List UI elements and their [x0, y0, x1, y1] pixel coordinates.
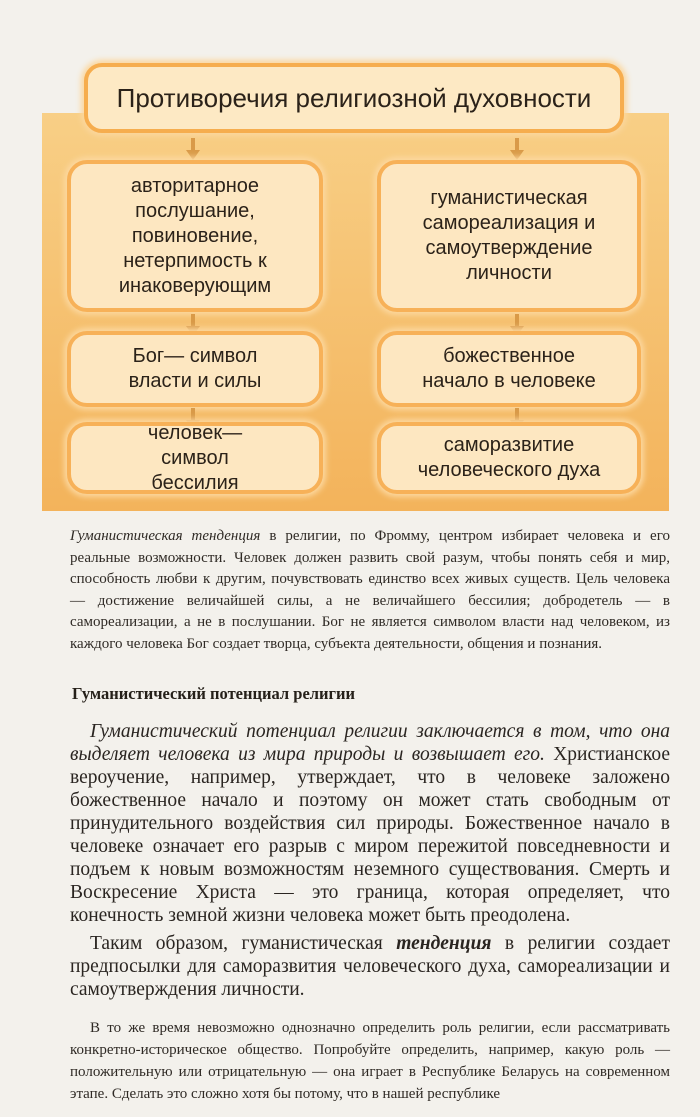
section-heading: Гуманистический потенциал религии — [72, 684, 356, 703]
paragraph-2-emphasis: тенденция — [396, 933, 492, 954]
paragraph-3: В то же время невозможно однозначно определить роль религии, если рассматривать конкретно-историческое общество. Попробуйте определить, например, какую роль — положительную или отрицательную — она играет в Республике Беларусь на современном этапе. Сделать это сложно хотя бы потому, что в нашей республике — [70, 1020, 670, 1102]
paragraph-1 — [70, 720, 670, 927]
box-left-mid: Бог— символ власти и силы — [67, 331, 323, 407]
box-left-bottom: человек— символ бессилия — [67, 422, 323, 494]
diagram-title: Противоречия религиозной духовности — [84, 63, 624, 133]
paragraph-1-emphasis: Гуманистический потенциал религии заключается в том, что она выделяет человека из мира природы и возвышает его. — [70, 721, 670, 765]
arrow-down-icon — [510, 138, 524, 160]
box-right-mid: божественное начало в человеке — [377, 331, 641, 407]
arrow-down-icon — [186, 138, 200, 160]
paragraph-2-before: Таким образом, гуманистическая — [90, 933, 397, 954]
box-right-top: гуманистическая самореализация и самоутверждение личности — [377, 160, 641, 312]
box-right-bottom: саморазвитие человеческого духа — [377, 422, 641, 494]
caption-text: в религии, по Фромму, центром избирает человека и его реальные возможности. Человек должен развить свой разум, чтобы понять себя и мир, способность любви к другим, почувствовать единство всех живых существ. Цель человека — достижение величайшей силы, а не величайшего бессилия; добродетель — в самореализации, а не в послушании. Бог не является символом власти над человеком, из каждого человека Бог создает творца, субъекта деятельности, общения и познания. — [70, 528, 670, 652]
paragraph-1-text: Христианское вероучение, например, утверждает, что в человеке заложено божественное начало и поэтому он может стать свободным от принудительного воздействия сил природы. Божественное начало в человеке означает его разрыв с миром пережитой повседневности и подъем к новым возможностям неземного существования. Смерть и Воскресение Христа — это граница, которая определяет, что конечность земной жизни человека может быть преодолена. — [70, 744, 670, 926]
diagram-caption — [70, 526, 670, 655]
box-left-top: авторитарное послушание, повиновение, нетерпимость к инаковерующим — [67, 160, 323, 312]
caption-emphasis: Гуманистическая тенденция — [70, 528, 261, 544]
paragraph-2 — [70, 932, 670, 1001]
paragraph-2-after: в религии создает предпосылки для саморазвития человеческого духа, самореализации и самоутверждения личности. — [70, 933, 670, 1000]
